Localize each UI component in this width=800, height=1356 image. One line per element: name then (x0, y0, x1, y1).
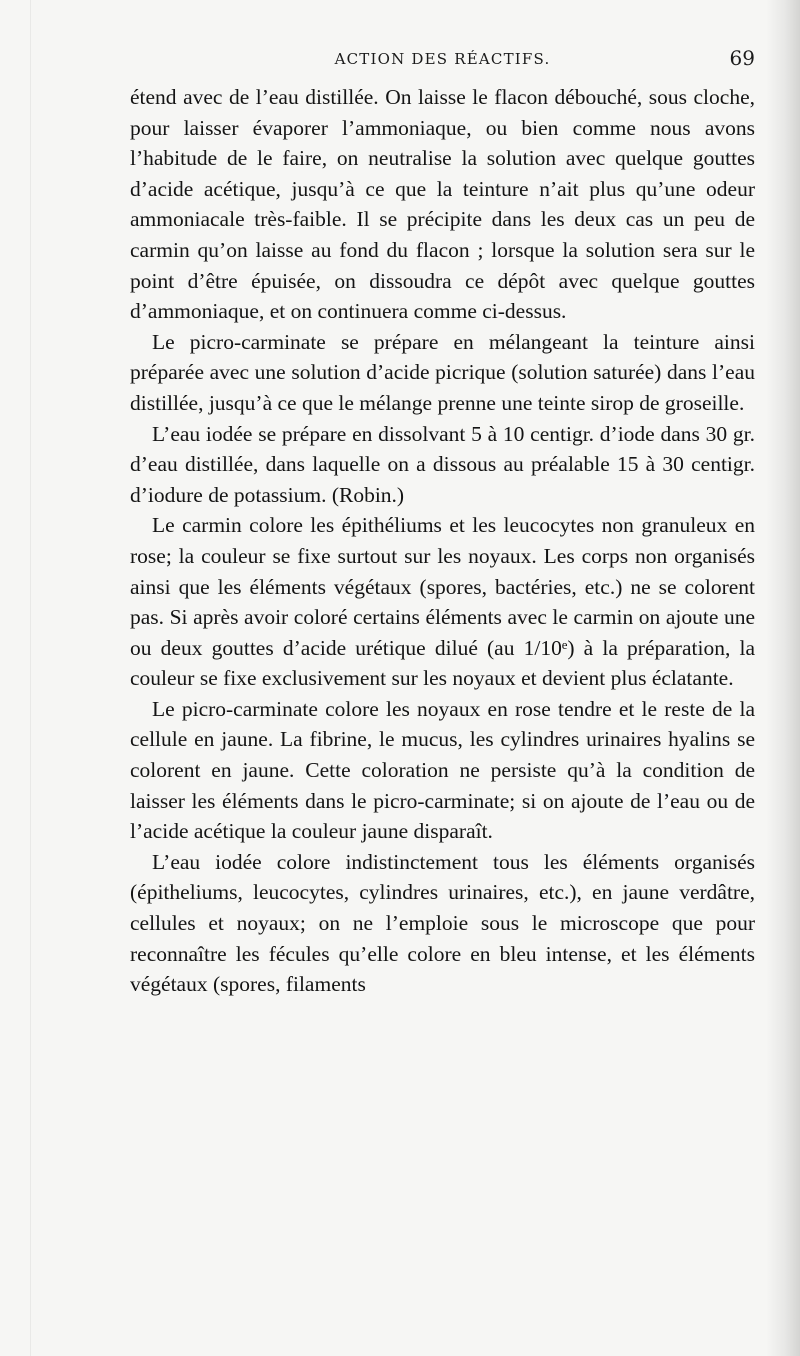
paragraph-eau-iodee-preparation: L’eau iodée se prépare en dissolvant 5 à 10 centigr. d’iode dans 30 gr. d’eau distillée, dans laquelle on a dissous au préalable 15 à 30 centigr. d’iodure de potassium. (Robin.) (130, 421, 755, 507)
paragraph-picro-carminate-coloration: Le picro-carminate colore les noyaux en rose tendre et le reste de la cellule en jaune. La fibrine, le mucus, les cylindres urinaires hyalins se colorent en jaune. Cette coloration ne persiste qu’à la condition de laisser les éléments dans le picro-carminate; si on ajoute de l’eau ou de l’acide acétique la couleur jaune disparaît. (130, 696, 755, 844)
paragraph-continued: étend avec de l’eau distillée. On laisse le flacon débouché, sous cloche, pour laisser évaporer l’ammoniaque, ou bien comme nous avons l’habitude de le faire, on neutralise la solution avec quelque gouttes d’acide acétique, jusqu’à ce que la teinture n’ait plus qu’une odeur ammoniacale très-faible. Il se précipite dans les deux cas un peu de carmin qu’on laisse au fond du flacon ; lorsque la solution sera sur le point d’être épuisée, on dissoudra ce dépôt avec quelque gouttes d’ammoniaque, et on continuera comme ci-dessus. (130, 85, 755, 324)
paragraph-eau-iodee-coloration: L’eau iodée colore indistinctement tous les éléments organisés (épitheliums, leucocytes, cylindres urinaires, etc.), en jaune verdâtre, cellules et noyaux; on ne l’emploie sous le microscope que pour reconnaître les fécules qu’elle colore en bleu intense, et les éléments végétaux (spores, filaments (130, 849, 755, 997)
page-number: 69 (729, 46, 755, 70)
paragraph-picro-carminate-preparation: Le picro-carminate se prépare en mélangeant la teinture ainsi préparée avec une solution d’acide picrique (solution saturée) dans l’eau distillée, jusqu’à ce que le mélange prenne une teinte sirop de groseille. (130, 329, 755, 415)
gutter-line (30, 0, 31, 1356)
paragraph-carmin-coloration: Le carmin colore les épithéliums et les leucocytes non granuleux en rose; la couleur se fixe surtout sur les noyaux. Les corps non organisés ainsi que les éléments végétaux (spores, bactéries, etc.) ne se colorent pas. Si après avoir coloré certains éléments avec le carmin on ajoute une ou deux gouttes d’acide urétique dilué (au 1/10ᵉ) à la préparation, la couleur se fixe exclusivement sur les noyaux et devient plus éclatante. (130, 513, 755, 691)
body-text (130, 82, 755, 1000)
page-edge-shadow (766, 0, 800, 1356)
page-header (130, 46, 755, 74)
running-head: ACTION DES RÉACTIFS. (334, 50, 551, 68)
